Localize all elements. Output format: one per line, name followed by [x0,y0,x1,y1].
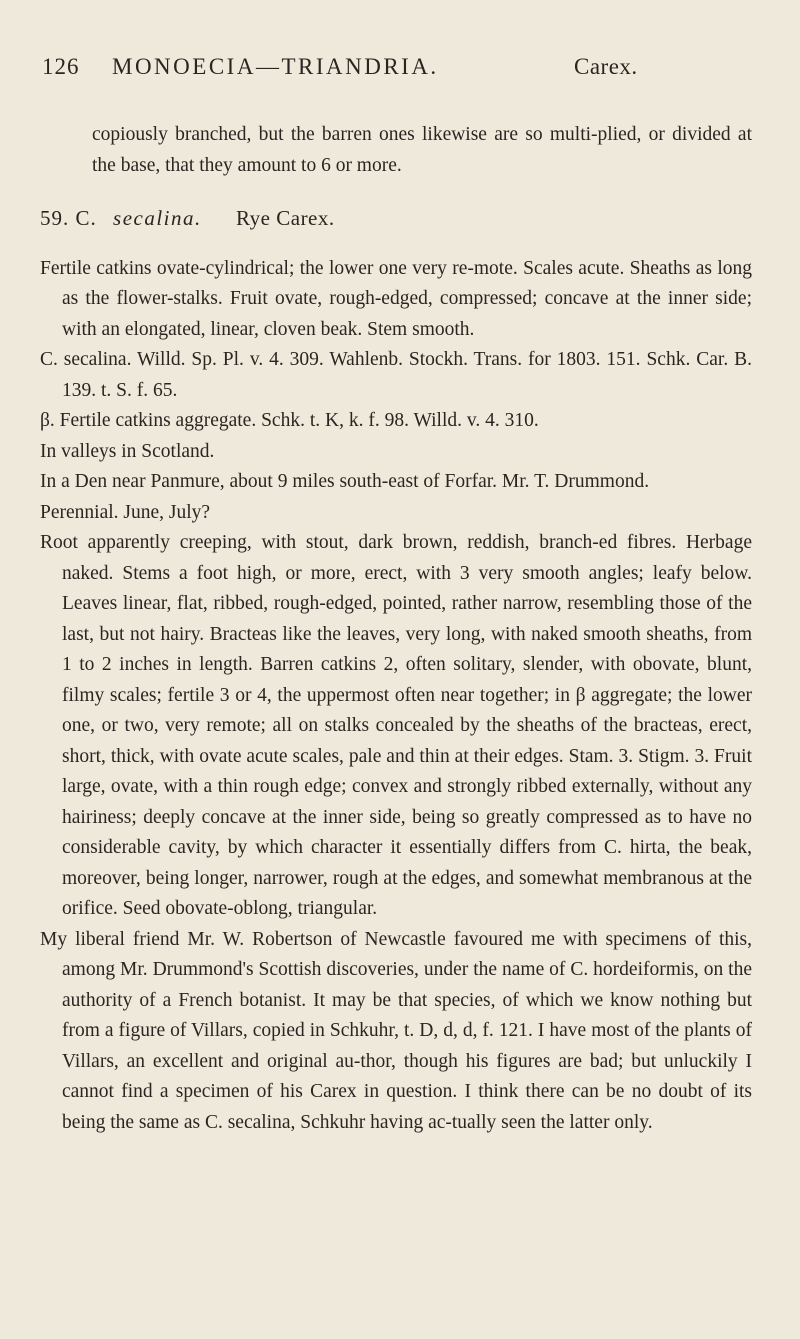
page-body [40,120,752,1138]
continuation-paragraph: copiously branched, but the barren ones likewise are so multi-plied, or divided at the base, that they amount to 6 or more. [92,124,752,176]
description-paragraph: Root apparently creeping, with stout, dark brown, reddish, branch-ed fibres. Herbage naked. Stems a foot high, or more, erect, with 3 very smooth angles; leafy below. Leaves linear, flat, ribbed, rough-edged, pointed, rather narrow, resembling those of the last, but not hairy. Bracteas like the leaves, very long, with naked smooth sheaths, from 1 to 2 inches in length. Barren catkins 2, often solitary, slender, with obovate, blunt, filmy scales; fertile 3 or 4, the uppermost often near together; in β aggregate; the lower one, or two, very remote; all on stalks concealed by the sheaths of the bracteas, erect, short, thick, with ovate acute scales, pale and thin at their edges. Stam. 3. Stigm. 3. Fruit large, ovate, with a thin rough edge; convex and strongly ribbed externally, without any hairiness; deeply concave at the inner side, being so greatly compressed as to have no considerable cavity, by which character it essentially differs from C. hirta, the beak, moreover, being longer, narrower, rough at the edges, and somewhat membranous at the orifice. Seed obovate-oblong, triangular. [40,532,752,919]
running-title: MONOECIA—TRIANDRIA. [112,54,439,79]
habitat-paragraph: In valleys in Scotland. [40,440,215,462]
species-number: 59. C. [40,206,97,230]
locality-paragraph: In a Den near Panmure, about 9 miles south-east of Forfar. Mr. T. Drummond. [40,471,650,492]
species-heading [40,203,752,234]
remarks-paragraph: My liberal friend Mr. W. Robertson of Newcastle favoured me with specimens of this, among Mr. Drummond's Scottish discoveries, under the name of C. hordeiformis, on the authority of a French botanist. It may be that species, of which we know nothing but from a figure of Villars, copied in Schkuhr, t. D, d, d, f. 121. I have most of the plants of Villars, an excellent and original au-thor, though his figures are bad; but unluckily I cannot find a specimen of his Carex in question. I think there can be no doubt of its being the same as C. secalina, Schkuhr having ac-tually seen the latter only. [40,928,752,1133]
running-genus: Carex. [574,54,638,79]
species-common-name: Rye Carex. [236,206,335,230]
species-name: secalina. [113,206,202,230]
duration-paragraph: Perennial. June, July? [40,501,211,523]
variety-paragraph: β. Fertile catkins aggregate. Schk. t. K, k. f. 98. Willd. v. 4. 310. [40,410,539,431]
diagnosis-paragraph: Fertile catkins ovate-cylindrical; the lower one very re-mote. Scales acute. Sheaths as long as the flower-stalks. Fruit ovate, rough-edged, compressed; concave at the inner side; with an elongated, linear, cloven beak. Stem smooth. [40,257,752,340]
page-number: 126 [42,54,80,79]
running-head [42,54,754,86]
synonymy-paragraph: C. secalina. Willd. Sp. Pl. v. 4. 309. Wahlenb. Stockh. Trans. for 1803. 151. Schk. Car. B. 139. t. S. f. 65. [40,349,752,401]
